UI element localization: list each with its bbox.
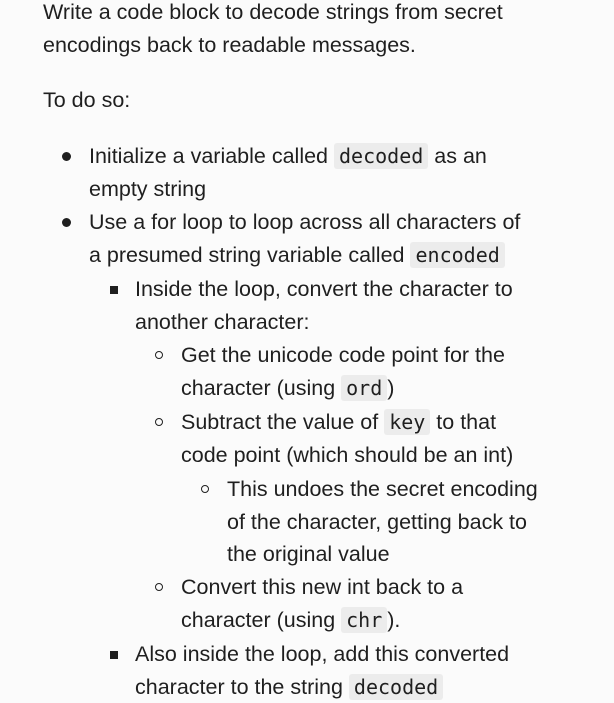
text-fragment: character (using xyxy=(181,608,341,632)
list-item-line xyxy=(135,671,509,703)
text-fragment: ) xyxy=(387,376,394,400)
disc-bullet-icon xyxy=(62,218,71,227)
text-fragment: character (using xyxy=(181,376,341,400)
square-bullet-icon xyxy=(110,286,118,294)
circle-bullet-icon xyxy=(155,351,163,359)
list-item-line: of the character, getting back to xyxy=(227,506,538,539)
inline-code-chr: chr xyxy=(341,607,387,633)
list-item-line: Also inside the loop, add this converted xyxy=(135,638,509,671)
list-item-line xyxy=(181,406,513,439)
list-item-line xyxy=(89,140,487,173)
circle-bullet-icon xyxy=(155,583,163,591)
circle-bullet-icon xyxy=(155,418,163,426)
text-fragment: ). xyxy=(387,608,400,632)
list-item-line: another character: xyxy=(135,306,513,339)
intro-paragraph xyxy=(43,0,503,61)
inline-code-decoded: decoded xyxy=(349,674,443,700)
list-item-line xyxy=(181,372,505,405)
list-item-line: Use a for loop to loop across all characters of xyxy=(89,206,520,239)
inline-code-key: key xyxy=(384,409,430,435)
list-item-undo xyxy=(227,473,538,571)
text-fragment: Subtract the value of xyxy=(181,410,384,434)
list-item-for-loop xyxy=(89,206,520,271)
circle-bullet-icon xyxy=(201,485,209,493)
intro-line-2: encodings back to readable messages. xyxy=(43,29,503,62)
inline-code-decoded: decoded xyxy=(334,143,428,169)
text-fragment: a presumed string variable called xyxy=(89,243,410,267)
list-item-line: the original value xyxy=(227,538,538,571)
list-item-line: Inside the loop, convert the character to xyxy=(135,273,513,306)
square-bullet-icon xyxy=(110,651,118,659)
list-item-subtract xyxy=(181,406,513,471)
list-item-initialize xyxy=(89,140,487,205)
disc-bullet-icon xyxy=(62,152,71,161)
text-fragment: character to the string xyxy=(135,675,349,699)
list-item-line xyxy=(89,239,520,272)
list-item-line: empty string xyxy=(89,173,487,206)
list-item-code-point xyxy=(181,339,505,404)
list-item-line: Get the unicode code point for the xyxy=(181,339,505,372)
list-item-line: This undoes the secret encoding xyxy=(227,473,538,506)
inline-code-ord: ord xyxy=(341,375,387,401)
list-item-line: code point (which should be an int) xyxy=(181,439,513,472)
list-item-line: Convert this new int back to a xyxy=(181,571,463,604)
todo-label: To do so: xyxy=(43,84,130,117)
list-item-append xyxy=(135,638,509,703)
inline-code-encoded: encoded xyxy=(410,242,504,268)
list-item-convert xyxy=(135,273,513,338)
intro-line-1: Write a code block to decode strings from secret xyxy=(43,0,503,29)
list-item-line xyxy=(181,604,463,637)
list-item-convert-back xyxy=(181,571,463,636)
text-fragment: as an xyxy=(428,144,487,168)
text-fragment: Initialize a variable called xyxy=(89,144,334,168)
text-fragment: to that xyxy=(430,410,496,434)
